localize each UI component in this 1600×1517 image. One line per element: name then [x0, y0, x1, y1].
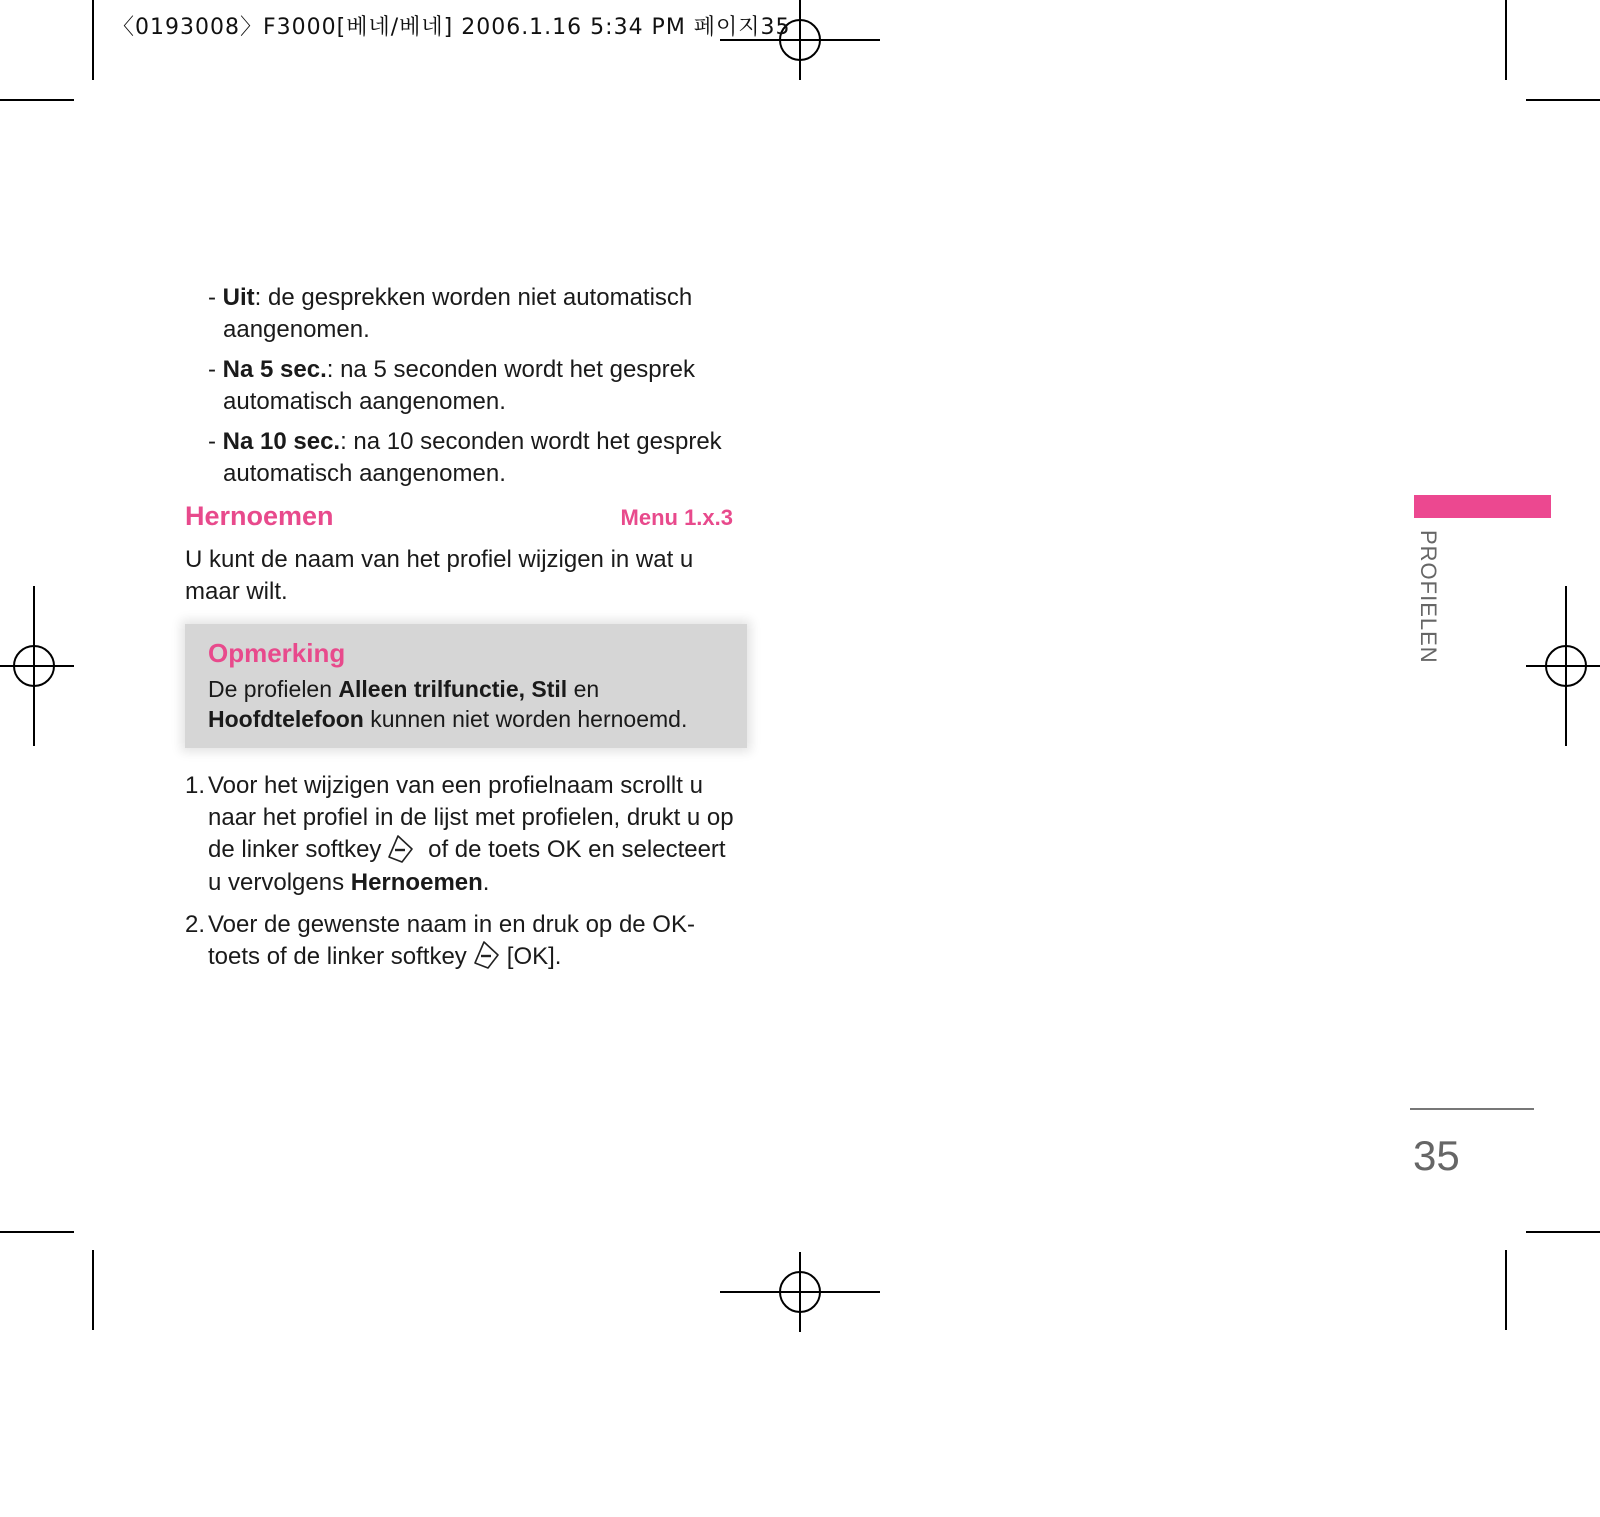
- option-item: - Uit: de gesprekken worden niet automatisch aangenomen.: [208, 284, 693, 343]
- option-text: : na 10 seconden wordt het gesprek automatisch aangenomen.: [223, 428, 722, 487]
- section-title: Hernoemen: [185, 501, 334, 531]
- page-number-rule: [1410, 1108, 1534, 1110]
- crop-mark: [92, 1250, 94, 1330]
- crop-mark: [1526, 1231, 1600, 1233]
- crop-mark: [1505, 1250, 1507, 1330]
- note-body: De profielen Alleen trilfunctie, Stil en Hoofdtelefoon kunnen niet worden hernoemd.: [208, 676, 688, 732]
- registration-mark-left: [0, 586, 74, 746]
- crop-mark: [0, 99, 74, 101]
- note-box: [185, 624, 747, 748]
- option-item: - Na 10 sec.: na 10 seconden wordt het gesprek automatisch aangenomen.: [208, 428, 722, 487]
- registration-mark-right: [1526, 586, 1600, 746]
- menu-reference: Menu 1.x.3: [620, 505, 733, 530]
- step-list: [185, 770, 745, 973]
- chapter-tab-bar: [1414, 495, 1551, 518]
- registration-mark-bottom: [720, 1252, 880, 1332]
- crop-mark: [92, 0, 94, 80]
- step-number: 1.: [185, 772, 206, 799]
- note-title: Opmerking: [208, 638, 346, 668]
- left-softkey-icon: [471, 938, 501, 970]
- option-term: Na 5 sec.: [222, 356, 327, 383]
- section-intro: U kunt de naam van het profiel wijzigen in wat u maar wilt.: [185, 546, 694, 605]
- option-item: - Na 5 sec.: na 5 seconden wordt het gesprek automatisch aangenomen.: [208, 356, 695, 415]
- crop-mark: [1505, 0, 1507, 80]
- step-item: [185, 770, 745, 899]
- step-number: 2.: [185, 910, 206, 938]
- left-softkey-icon: [385, 832, 415, 864]
- step-text: Voer de gewenste naam in en druk op de OK-toets of de linker softkey [OK].: [208, 910, 695, 970]
- crop-mark: [0, 1231, 74, 1233]
- step-text: Voor het wijzigen van een profielnaam scrollt u naar het profiel in de lijst met profielen, drukt u op de linker softkey of de toets OK en selecteert u vervolgens Hernoemen.: [208, 772, 734, 896]
- chapter-label: PROFIELEN: [1416, 530, 1441, 664]
- crop-mark: [1526, 99, 1600, 101]
- option-text: : de gesprekken worden niet automatisch aangenomen.: [223, 284, 693, 343]
- page-number: 35: [1413, 1132, 1460, 1179]
- option-list: [185, 282, 755, 490]
- print-slug: 〈0193008〉F3000[베네/베네] 2006.1.16 5:34 PM 페이지35: [112, 15, 791, 40]
- section-header: [185, 500, 733, 534]
- option-term: Na 10 sec.: [222, 428, 341, 455]
- step-item: [185, 909, 745, 974]
- option-term: Uit: [222, 284, 255, 311]
- option-text: : na 5 seconden wordt het gesprek automatisch aangenomen.: [223, 356, 695, 415]
- main-content: [185, 282, 755, 983]
